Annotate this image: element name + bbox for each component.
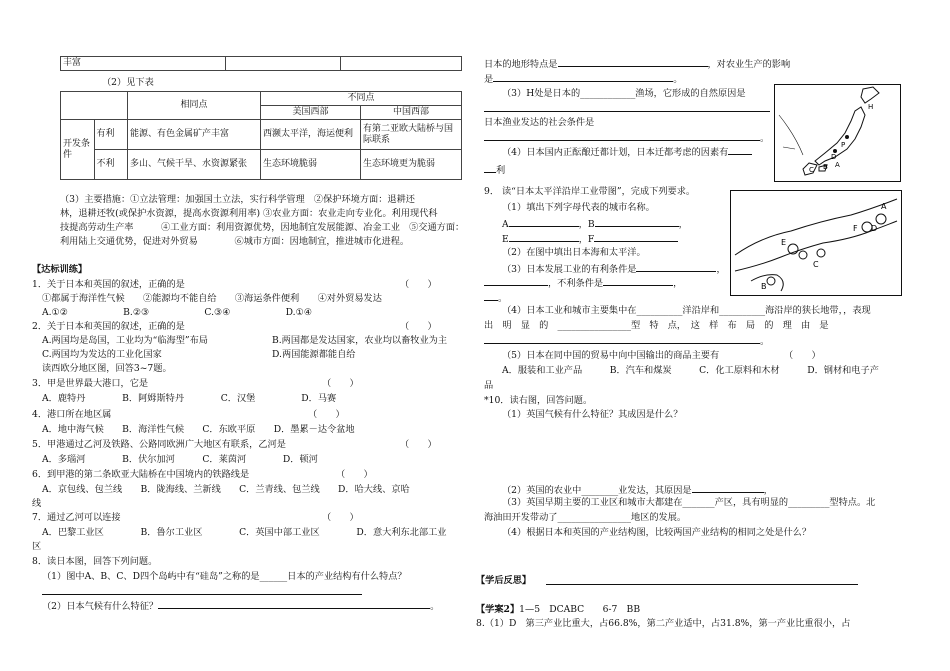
q6-paren: （ ）: [336, 469, 373, 480]
q10-2: （2）英国的农业中________业发达，其原因是 ，: [502, 485, 773, 496]
unfavorable-us: 生态环境脆弱: [261, 150, 361, 180]
q7-options: A．巴黎工业区 B．鲁尔工业区 C．英国中部工业区 D．意大利东北部工业: [42, 527, 447, 538]
industry-label-b: B: [761, 282, 767, 291]
japan-label-b: B: [823, 163, 828, 171]
q9-2: （2）在图中填出日本海和太平洋。: [502, 247, 646, 258]
industry-label-e: E: [781, 238, 787, 247]
q9-1: （1）填出下列字母代表的城市名称。: [502, 202, 655, 213]
worksheet-page: 丰富 （2）见下表 相同点 不同点 美国西部 中国西部 开发条件 有利 能源、有色金属矿产丰富 西濒太平洋，海运便利 有第二亚欧大陆桥与国际联系 不利 多山、气候干旱、水资源紧张 生态环境脆弱 生态环境更为脆弱 （3）主要措施：①立法管理：加强国土立法，实行科学管理 ②保护环境方面：退耕还 林，退耕还牧(或保护水资源，提高水资源利用率) ③农业方面：农业走向专业化。利用现代科 技提高劳动生产率 ④工业方面：利用资源优势，因地制宜发展能源、冶金工业 ⑤交通方面： 利用陆上交通优势，促进对外贸易 ⑥城市方面：因地制宜，推进城市化进程。 【达标训练】 1．关于日本和英国的叙述，正确的是 （ ） ①都属于海洋性气候 ②能源均不能自给 ③海运条件便利 ④对外贸易发达 A.①② B.②③ C.③④ D.①④ 2．关于日本和英国的叙述，正确的是 （ ） A.两国均是岛国，工业均为“临海型”布局 B.两国都是发达国家，农业均以畜牧业为主 C.两国均为发达的工业化国家 D.两国能源都能自给 读西欧分地区图，回答3~7题。 3．甲是世界最大港口，它是 （ ） A．鹿特丹 B．阿姆斯特丹 C．汉堡 D．马赛 4．港口所在地区属 （ ） A．地中海气候 B．海洋性气候 C．东欧平原 D．墨累－达令盆地 5．甲港通过乙河及铁路、公路同欧洲广大地区有联系，乙河是 （ ） A．多瑙河 B．伏尔加河 C．莱茵河 D．顿河 6．到甲港的第二条欧亚大陆桥在中国境内的铁路线是 （ ） A．京包线、包兰线 B．陇海线、兰新线 C．兰青线、包兰线 D．哈大线、京哈 线 7．通过乙河可以连接 （ ） A．巴黎工业区 B．鲁尔工业区 C．英国中部工业区 D．意大利东北部工业 区 8．读日本图，回答下列问题。 （1）图中A、B、C、D四个岛屿中有“硅岛”之称的是______日本的产业结构有什么特点？ （2）日本气候有什么特征？ 。 日本的地形特点是 ，对农业生产的影响 是 。 （3）H处是日本的____________渔场，它形成的自然原因是 日本渔业发达的社会条件是 。 （4）日本国内正酝酿迁都计划，日本迁都考虑的因素有 利 H B P D C A 9． 读“日本太平洋沿岸工业带图”，完成下列要求。 （1）填出下列字母代表的城市名称。 A ，B ， E ，F （2）在图中填出日本海和太平洋。 （3）日本发展工业的有利条件是 ， ，不利条件是 ， 。 A B C D E F （4）日本工业和城市主要集中在__________洋沿岸和__________海沿岸的狭长地带，，表现 出 明 显 的 ________________型 特 点， 这 样 布 局 的 理 由 是 。 （5）日本在同中国的贸易中向中国输出的商品主要有 （ ） A．服装和工业产品 B．汽车和煤炭 C．化工原料和木材 D．钢材和电子产 品 *10．读右图，回答问题。 （1）英国气候有什么特征？其成因是什么？ （2）英国的农业中________业发达，其原因是 ， （3）英国早期主要的工业区和城市大都建在_______产区，具有明显的_________型特点。北 海油田开发带动了________________地区的发展。 （4）根据日本和英国的产业结构图，比较两国产业结构的相同之处是什么？ 【学后反思】 【学案2】1—5 DCABC 6-7 BB 8.（1）D 第三产业比重大，占66.8%，第二产业适中，占31.8%，第一产业比重很小，占: [0, 0, 950, 671]
q9-4: （4）日本工业和城市主要集中在__________洋沿岸和__________海沿岸的狭长地带，，表现: [502, 305, 871, 316]
q2-d: D.两国能源都能自给: [272, 349, 356, 360]
reflection-title: 【学后反思】: [476, 575, 532, 586]
q7: 7．通过乙河可以连接: [32, 512, 121, 523]
r-q3: （3）H处是日本的____________渔场，它形成的自然原因是: [502, 88, 746, 99]
q2: 2．关于日本和英国的叙述，正确的是: [32, 321, 185, 332]
q2-read: 读西欧分地区图，回答3~7题。: [42, 363, 172, 374]
q9-5: （5）日本在同中国的贸易中向中国输出的商品主要有: [502, 350, 720, 361]
q9: 9． 读“日本太平洋沿岸工业带图”，完成下列要求。: [484, 186, 696, 197]
pacific-industrial-belt-map: [730, 190, 902, 296]
q9-5-options: A．服装和工业产品 B．汽车和煤炭 C．化工原料和木材 D．钢材和电子产: [502, 365, 879, 376]
q10-1: （1）英国气候有什么特征？其成因是什么？: [502, 409, 683, 420]
industry-label-d: D: [871, 224, 878, 233]
header-same: 相同点: [128, 92, 261, 120]
unfavorable-same: 多山、气候干旱、水资源紧张: [128, 150, 261, 180]
q2-c: C.两国均为发达的工业化国家: [42, 349, 162, 360]
q1-choices: A.①② B.②③ C.③④ D.①④: [42, 307, 313, 318]
q8-1-blank: [42, 585, 362, 595]
q6-tail: 线: [32, 498, 42, 509]
q7-tail: 区: [32, 541, 42, 552]
q9-e-f: E ，F: [502, 232, 678, 246]
r-top-1: 日本的地形特点是 ，对农业生产的影响: [484, 59, 791, 70]
header-us-west: 美国西部: [261, 106, 361, 120]
r-q3b: 日本渔业发达的社会条件是: [484, 117, 595, 128]
q10: *10．读右图，回答问题。: [484, 395, 593, 406]
q9-3b: ，不利条件是 ，: [484, 276, 682, 290]
q8-2-blank: [158, 599, 430, 609]
q8-1: （1）图中A、B、C、D四个岛屿中有“硅岛”之称的是______日本的产业结构有什么特点？: [42, 571, 407, 582]
q1-options: ①都属于海洋性气候 ②能源均不能自给 ③海运条件便利 ④对外贸易发达: [42, 293, 382, 304]
japan-label-c: C: [809, 166, 814, 174]
q2-b: B.两国都是发达国家，农业均以畜牧业为主: [272, 335, 448, 346]
row-unfavorable: 不利: [94, 150, 128, 180]
japan-label-a: A: [835, 161, 840, 169]
q9-4b: 出 明 显 的 ________________型 特 点， 这 样 布 局 的 理 由 是: [484, 320, 829, 331]
answer-keys: 【学案2】1—5 DCABC 6-7 BB: [476, 604, 641, 615]
header-diff: 不同点: [261, 92, 462, 106]
q3-paren: （ ）: [322, 378, 359, 389]
q1: 1．关于日本和英国的叙述，正确的是: [32, 279, 185, 290]
japan-label-h: H: [868, 103, 874, 111]
q5-paren: （ ）: [400, 439, 437, 450]
japan-label-p: P: [841, 141, 846, 149]
top-cell: 丰富: [61, 57, 226, 71]
q5: 5．甲港通过乙河及铁路、公路同欧洲广大地区有联系，乙河是: [32, 439, 286, 450]
industry-label-f: F: [853, 224, 858, 233]
q3: 3．甲是世界最大港口，它是: [32, 378, 149, 389]
r-q4: （4）日本国内正酝酿迁都计划，日本迁都考虑的因素有: [502, 145, 752, 159]
reflection-line: [546, 584, 858, 585]
q9-5-paren: （ ）: [784, 350, 821, 361]
q8-2: （2）日本气候有什么特征？ 。: [42, 601, 440, 612]
japan-map: [774, 84, 901, 182]
q10-4: （4）根据日本和英国的产业结构图，比较两国产业结构的相同之处是什么？: [502, 527, 812, 538]
favorable-cn: 有第二亚欧大陆桥与国际联系: [361, 120, 462, 150]
industry-label-a: A: [881, 202, 887, 211]
measures-line-4: 利用陆上交通优势，促进对外贸易 ⑥城市方面：因地制宜，推进城市化进程。: [60, 236, 410, 247]
answer-8: 8.（1）D 第三产业比重大，占66.8%，第二产业适中，占31.8%，第一产业比重很小，占: [476, 618, 851, 629]
top-table-fragment: [60, 56, 462, 71]
q8: 8．读日本图，回答下列问题。: [32, 556, 158, 567]
q5-options: A．多瑙河 B．伏尔加河 C．莱茵河 D．顿河: [42, 454, 318, 465]
q4-options: A．地中海气候 B．海洋性气候 C．东欧平原 D．墨累－达令盆地: [42, 424, 355, 435]
comparison-table: [60, 91, 462, 180]
measures-line-1: （3）主要措施：①立法管理：加强国土立法，实行科学管理 ②保护环境方面：退耕还: [60, 194, 415, 205]
q10-3: （3）英国早期主要的工业区和城市大都建在_______产区，具有明显的_________型特点。北: [502, 497, 876, 508]
q2-a: A.两国均是岛国，工业均为“临海型”布局: [42, 335, 208, 346]
r-top-2: 是 。: [484, 74, 683, 85]
q4: 4．港口所在地区属: [32, 409, 112, 420]
q1-paren: （ ）: [400, 279, 437, 290]
q10-3b: 海油田开发带动了________________地区的发展。: [484, 512, 687, 523]
favorable-us: 西濒太平洋，海运便利: [261, 120, 361, 150]
industry-label-c: C: [813, 260, 819, 269]
measures-line-3: 技提高劳动生产率 ④工业方面：利用资源优势，因地制宜发展能源、冶金工业 ⑤交通方面：: [60, 222, 465, 233]
measures-line-2: 林，退耕还牧(或保护水资源，提高水资源利用率) ③农业方面：农业走向专业化。利用现代科: [60, 208, 438, 219]
q6: 6．到甲港的第二条欧亚大陆桥在中国境内的铁路线是: [32, 469, 250, 480]
q9-3: （3）日本发展工业的有利条件是 ，: [502, 264, 726, 275]
unfavorable-cn: 生态环境更为脆弱: [361, 150, 462, 180]
table-intro: （2）见下表: [102, 77, 154, 88]
q9-a-b: A ，B ，: [502, 219, 688, 230]
q4-paren: （ ）: [308, 409, 345, 420]
row-label: 开发条件: [61, 120, 95, 180]
q7-paren: （ ）: [322, 512, 359, 523]
favorable-same: 能源、有色金属矿产丰富: [128, 120, 261, 150]
header-cn-west: 中国西部: [361, 106, 462, 120]
q2-paren: （ ）: [400, 321, 437, 332]
q6-options: A．京包线、包兰线 B．陇海线、兰新线 C．兰青线、包兰线 D．哈大线、京哈: [42, 484, 410, 495]
q3-options: A．鹿特丹 B．阿姆斯特丹 C．汉堡 D．马赛: [42, 393, 337, 404]
q9-5-tail: 品: [484, 380, 494, 391]
japan-label-d: D: [831, 153, 837, 161]
section-title: 【达标训练】: [32, 264, 88, 275]
row-favorable: 有利: [94, 120, 128, 150]
